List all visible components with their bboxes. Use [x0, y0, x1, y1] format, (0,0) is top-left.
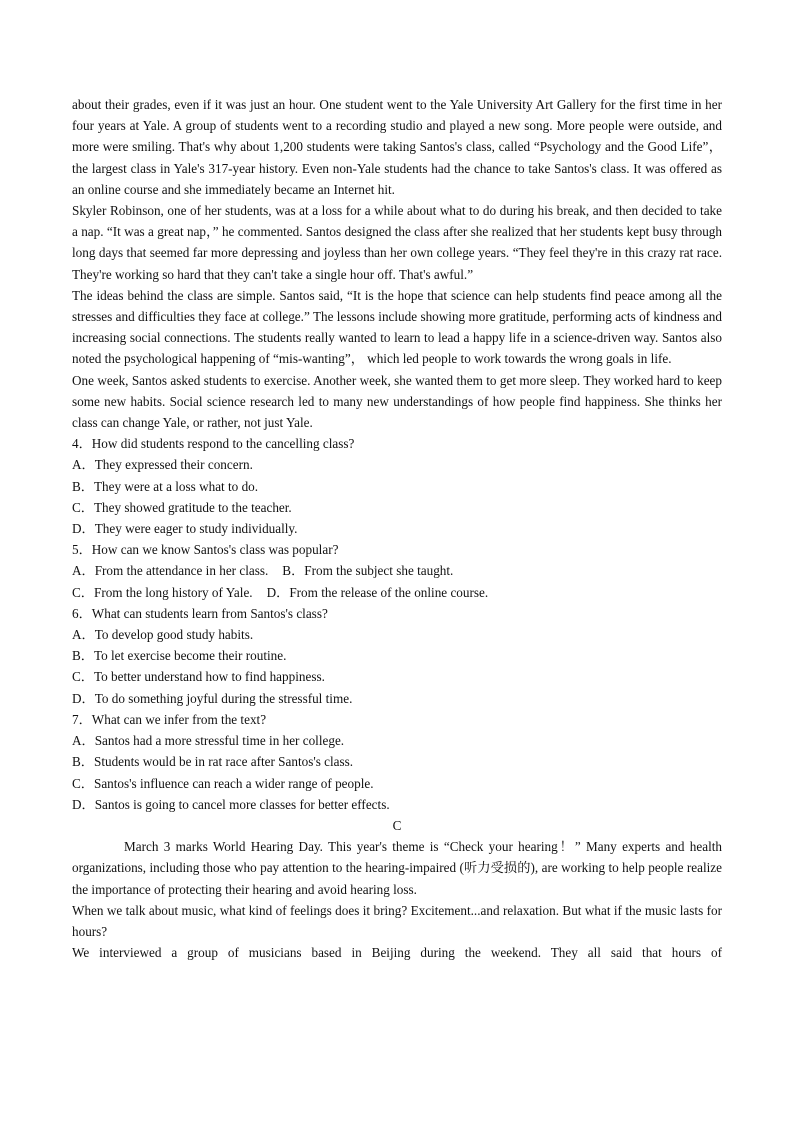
option-c: C．From the long history of Yale. — [72, 584, 253, 600]
option-b: B．From the subject she taught. — [282, 563, 454, 579]
passage-b-paragraph-4: One week, Santos asked students to exercise. Another week, she wanted them to get more sleep. They worked hard to keep some new habits. Social science research led to many new understandings of how people find happiness. She thinks her class can change Yale, or rather, not just Yale. — [72, 372, 722, 431]
option-b: B．They were at a loss what to do. — [72, 478, 259, 494]
option-a: A．To develop good study habits. — [72, 627, 254, 643]
question-stem: 5．How can we know Santos's class was popular? — [72, 542, 339, 558]
option-b: B．Students would be in rat race after Santos's class. — [72, 754, 354, 770]
option-row — [72, 560, 722, 581]
option-c: C．They showed gratitude to the teacher. — [72, 499, 292, 515]
passage-b-paragraph-1: about their grades, even if it was just an hour. One student went to the Yale University Art Gallery for the first time in her four years at Yale. A group of students went to a recording studio and played a new song. More people were outside, and more were smiling. That's why about 1,200 students were taking Santos's class, called “Psychology and the Good Life”， the largest class in Yale's 317-year history. Even non-Yale students had the chance to take Santos's class. It was offered as an online course and she immediately became an Internet hit. — [72, 97, 722, 197]
passage-c-paragraph-3: We interviewed a group of musicians based in Beijing during the weekend. They all said that hours of — [72, 945, 722, 961]
passage-b-paragraph-3: The ideas behind the class are simple. Santos said, “It is the hope that science can help students find peace among all the stresses and difficulties they face at college.” The lessons include showing more gratitude, performing acts of kindness and increasing social connections. The students really wanted to learn to lead a happy life in a science-driven way. Santos also noted the psychological happening of “mis-wanting”， which led people to work towards the wrong goals in life. — [72, 287, 722, 367]
option-a: A．They expressed their concern. — [72, 457, 253, 473]
option-d: D．From the release of the online course. — [266, 584, 489, 600]
option-c: C．Santos's influence can reach a wider range of people. — [72, 775, 374, 791]
question-stem: 7．What can we infer from the text? — [72, 711, 267, 727]
option-d: D．Santos is going to cancel more classes for better effects. — [72, 796, 390, 812]
passage-b-paragraph-2: Skyler Robinson, one of her students, was at a loss for a while about what to do during his break, and then decided to take a nap. “It was a great nap，” he commented. Santos designed the class after she realized that her students kept busy through long days that seemed far more depressing and joyless than her own college years. “They feel they're in this crazy rat race. They're working so hard that they can't take a single hour off. That's awful.” — [72, 203, 722, 282]
question-stem: 6．What can students learn from Santos's class? — [72, 605, 328, 621]
option-row — [72, 582, 722, 603]
document-page — [72, 94, 722, 963]
question-5 — [72, 539, 722, 603]
option-c: C．To better understand how to find happiness. — [72, 669, 325, 685]
option-a: A．Santos had a more stressful time in her college. — [72, 733, 345, 749]
passage-c-heading: C — [392, 817, 402, 833]
option-d: D．To do something joyful during the stressful time. — [72, 690, 353, 706]
option-a: A．From the attendance in her class. — [72, 563, 269, 579]
question-stem: 4．How did students respond to the cancelling class? — [72, 436, 355, 452]
question-4 — [72, 433, 722, 539]
option-d: D．They were eager to study individually. — [72, 521, 298, 537]
option-b: B．To let exercise become their routine. — [72, 648, 287, 664]
passage-c-paragraph-2: When we talk about music, what kind of feelings does it bring? Excitement...and relaxation. But what if the music lasts for hours? — [72, 902, 722, 939]
question-6 — [72, 603, 722, 709]
passage-c-paragraph-1: March 3 marks World Hearing Day. This year's theme is “Check your hearing！” Many experts and health organizations, including those who pay attention to the hearing-impaired (听力受损的), are working to help people realize the importance of protecting their hearing and avoid hearing loss. — [72, 839, 722, 897]
question-7 — [72, 709, 722, 815]
